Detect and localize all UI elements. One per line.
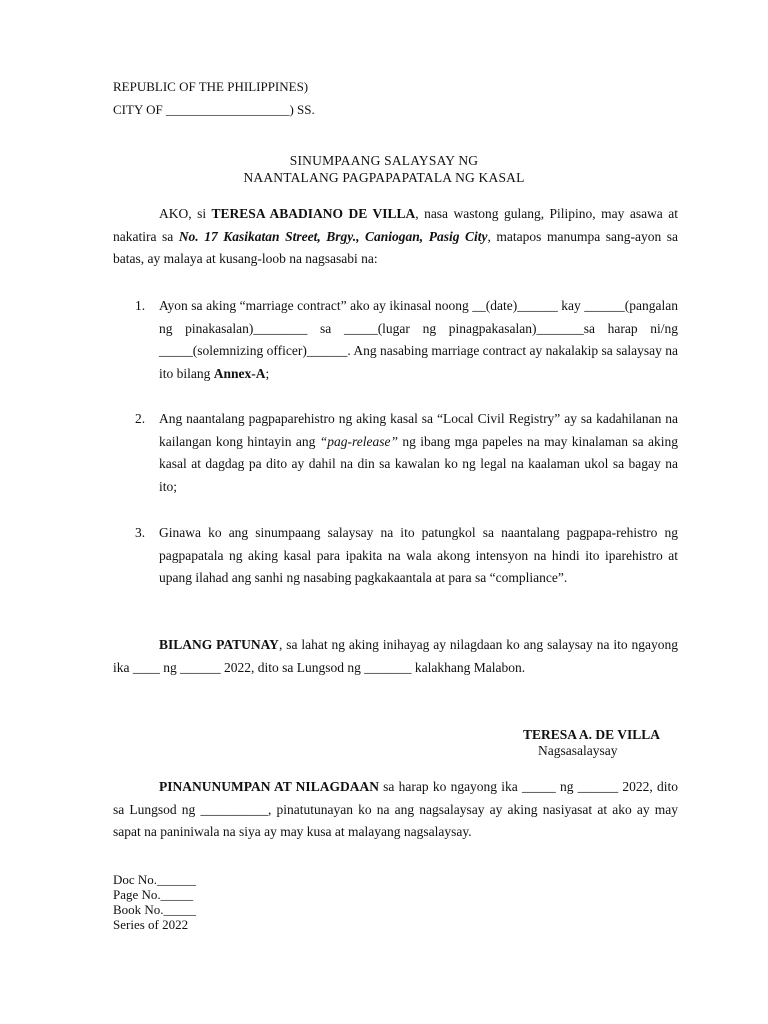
item-3-text: Ginawa ko ang sinumpaang salaysay na ito patungkol sa naantalang pagpapa-rehistro ng pagpapatala ng aking kasal para ipakita na wala akong intensyon na hindi ito iparehistro at upang ilahad ang sanhi ng nasabing pagkakaantala at para sa “compliance”.	[159, 525, 678, 586]
header-city: CITY OF ___________________) SS.	[113, 102, 315, 117]
affiant-name: TERESA ABADIANO DE VILLA	[211, 206, 416, 221]
intro-text-a: AKO, si	[159, 206, 212, 221]
document-title-line1: SINUMPAANG SALAYSAY NG	[289, 153, 479, 168]
jurat-text: sa harap ko ngayong ika _____ ng ______ 2022, dito sa Lungsod ng __________, pinatutunayan ko na ang nagsalaysay ay aking nasiyasat at ako ay may sapat na paniniwala na siya ay may kusa at malayang nagsalaysay.	[113, 779, 679, 840]
item-number: 3.	[135, 525, 146, 540]
item-1	[159, 295, 678, 386]
signatory-name: TERESA A. DE VILLA	[523, 727, 661, 742]
attestation-heading: BILANG PATUNAY	[159, 637, 279, 652]
attestation-text: , sa lahat ng aking inihayag ay nilagdaan ko ang salaysay na ito ngayong ika ____ ng ______ 2022, dito sa Lungsod ng _______ kalakhang Malabon.	[113, 637, 679, 675]
item-2-text-a: Ang naantalang pagpaparehistro ng aking kasal sa “Local Civil Registry” ay sa kadahilanan na kailangan kong hintayin ang	[159, 411, 678, 449]
item-2	[159, 408, 678, 499]
item-number: 2.	[135, 411, 146, 426]
attestation-paragraph	[113, 634, 678, 679]
notarial-page-no: Page No._____	[113, 887, 194, 902]
notarial-doc-no: Doc No.______	[113, 872, 197, 887]
document-title-line2: NAANTALANG PAGPAPAPATALA NG KASAL	[243, 170, 525, 185]
item-2-text-b: ng ibang mga papeles na may kinalaman sa aking kasal at dagdag pa dito ay dahil na din sa kawalan ko ng legal na kaalaman ukol sa bagay na ito;	[159, 433, 678, 495]
signature-role: Nagsasalaysay	[538, 743, 618, 758]
item-1-text: Ayon sa aking “marriage contract” ako ay ikinasal noong __(date)______ kay ______(pangalan ng pinakasalan)________ sa _____(lugar ng pinagpakasalan)_______sa harap ni/ng _____(solemnizing officer)______. Ang nasabing marriage contract ay nakalakip sa salaysay na ito bilang	[159, 298, 678, 382]
notarial-series: Series of 2022	[113, 917, 189, 932]
item-2-italic: “pag-release”	[319, 433, 398, 449]
item-3	[159, 522, 678, 590]
notarial-book-no: Book No._____	[113, 902, 197, 917]
affiant-address: No. 17 Kasikatan Street, Brgy., Caniogan, Pasig City	[178, 228, 488, 244]
jurat-heading: PINANUNUMPAN AT NILAGDAAN	[159, 779, 379, 794]
item-number: 1.	[135, 298, 146, 313]
annex-label: Annex-A	[213, 366, 266, 382]
intro-text-c: , matapos manumpa sang-ayon sa batas, ay malaya at kusang-loob na nagsasabi na:	[113, 228, 679, 267]
header-republic: REPUBLIC OF THE PHILIPPINES)	[113, 79, 309, 94]
signature-name	[523, 727, 660, 743]
intro-paragraph	[113, 203, 678, 271]
jurat-paragraph	[113, 776, 678, 844]
item-1-end: ;	[265, 366, 270, 382]
intro-text-b: , nasa wastong gulang, Pilipino, may asawa at nakatira sa	[113, 206, 679, 244]
